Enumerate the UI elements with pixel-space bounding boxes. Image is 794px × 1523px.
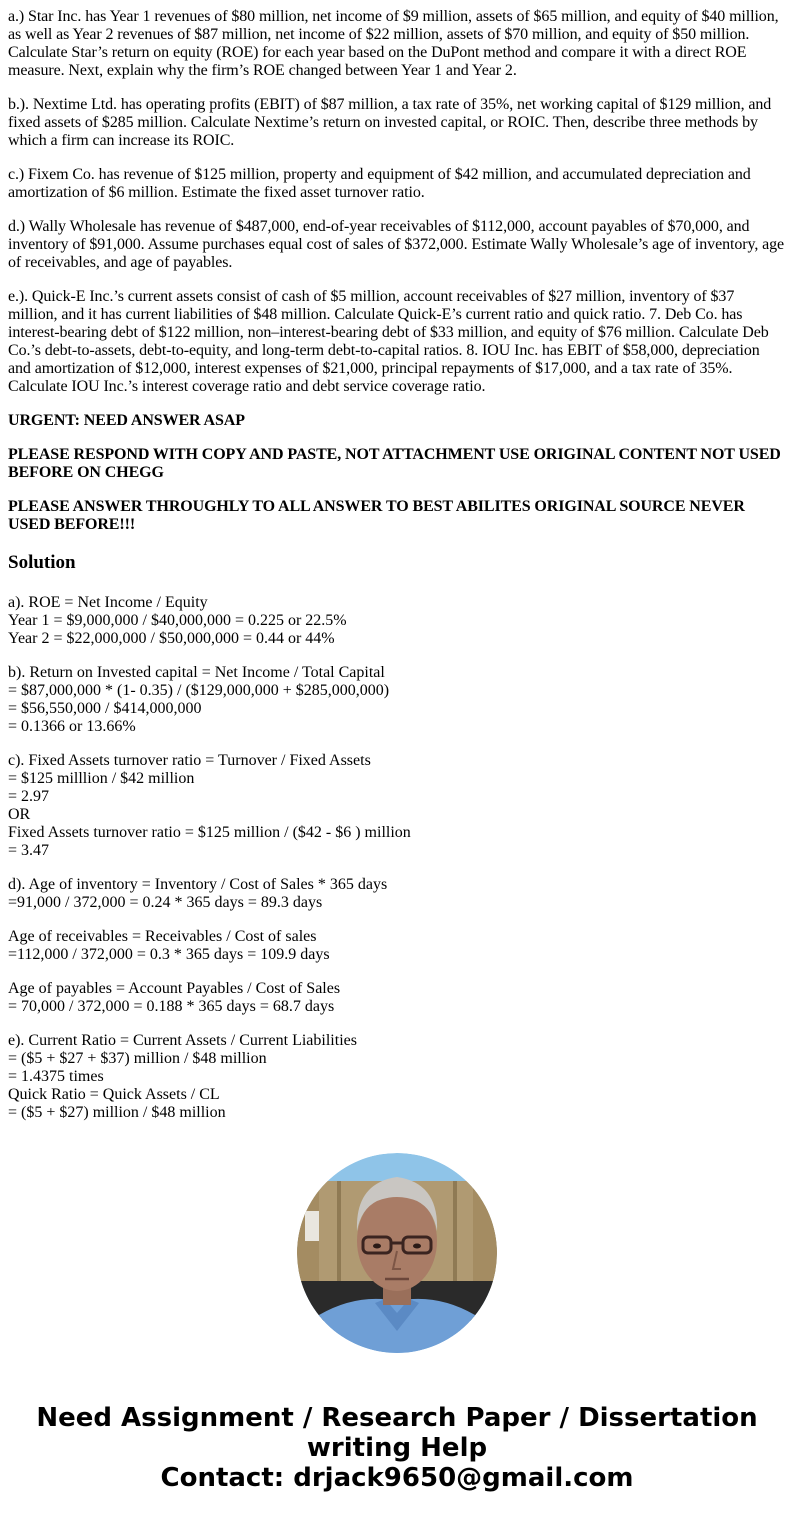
- solution-block-b: [8, 664, 786, 736]
- solution-line: Age of receivables = Receivables / Cost of sales: [8, 928, 317, 945]
- solution-block-e: [8, 1032, 786, 1122]
- solution-block-c: [8, 752, 786, 860]
- solution-line: = 70,000 / 372,000 = 0.188 * 365 days = 68.7 days: [8, 998, 335, 1015]
- solution-line: d). Age of inventory = Inventory / Cost of Sales * 365 days: [8, 876, 388, 893]
- urgent-notice: URGENT: NEED ANSWER ASAP: [8, 412, 245, 429]
- question-part-e: e.). Quick-E Inc.’s current assets consist of cash of $5 million, account receivables of $27 million, inventory of $37 million, and it has current liabilities of $48 million. Calculate Quick-E’s current ratio and quick ratio. 7. Deb Co. has interest-bearing debt of $122 million, non–interest-bearing debt of $33 million, and equity of $76 million. Calculate Deb Co.’s debt-to-assets, debt-to-equity, and long-term debt-to-capital ratios. 8. IOU Inc. has EBIT of $58,000, depreciation and amortization of $12,000, interest expenses of $21,000, principal repayments of $17,000, and a tax rate of 35%. Calculate IOU Inc.’s interest coverage ratio and debt service coverage ratio.: [8, 288, 769, 395]
- question-section: [8, 8, 786, 534]
- solution-heading: Solution: [8, 552, 76, 573]
- solution-line: = ($5 + $27 + $37) million / $48 million: [8, 1050, 267, 1067]
- solution-line: = 3.47: [8, 842, 50, 859]
- author-avatar: [297, 1153, 497, 1353]
- solution-block-d-receivables: [8, 928, 786, 964]
- solution-line: a). ROE = Net Income / Equity: [8, 594, 208, 611]
- original-answer-notice: PLEASE ANSWER THROUGHLY TO ALL ANSWER TO BEST ABILITES ORIGINAL SOURCE NEVER USED BEFORE!!!: [8, 498, 745, 533]
- solution-line: Fixed Assets turnover ratio = $125 million / ($42 - $6 ) million: [8, 824, 411, 841]
- question-part-a: a.) Star Inc. has Year 1 revenues of $80 million, net income of $9 million, assets of $65 million, and equity of $40 million, as well as Year 2 revenues of $87 million, net income of $22 million, assets of $70 million, and equity of $50 million. Calculate Star’s return on equity (ROE) for each year based on the DuPont method and compare it with a direct ROE measure. Next, explain why the firm’s ROE changed between Year 1 and Year 2.: [8, 8, 779, 79]
- promo-contact-email: Contact: drjack9650@gmail.com: [160, 1463, 634, 1493]
- solution-line: Quick Ratio = Quick Assets / CL: [8, 1086, 220, 1103]
- solution-line: Age of payables = Account Payables / Cost of Sales: [8, 980, 341, 997]
- solution-section: [8, 594, 786, 1122]
- solution-line: = $56,550,000 / $414,000,000: [8, 700, 202, 717]
- solution-line: Year 1 = $9,000,000 / $40,000,000 = 0.225 or 22.5%: [8, 612, 347, 629]
- promo-subline: writing Help: [306, 1433, 488, 1463]
- solution-line: = 0.1366 or 13.66%: [8, 718, 136, 735]
- question-part-b: b.). Nextime Ltd. has operating profits (EBIT) of $87 million, a tax rate of 35%, net working capital of $129 million, and fixed assets of $285 million. Calculate Nextime’s return on invested capital, or ROIC. Then, describe three methods by which a firm can increase its ROIC.: [8, 96, 772, 149]
- solution-line: = 1.4375 times: [8, 1068, 104, 1085]
- question-part-c: c.) Fixem Co. has revenue of $125 million, property and equipment of $42 million, and accumulated depreciation and amortization of $6 million. Estimate the fixed asset turnover ratio.: [8, 166, 751, 201]
- solution-block-d-inventory: [8, 876, 786, 912]
- solution-line: =91,000 / 372,000 = 0.24 * 365 days = 89.3 days: [8, 894, 323, 911]
- solution-line: = $87,000,000 * (1- 0.35) / ($129,000,000 + $285,000,000): [8, 682, 390, 699]
- solution-block-a: [8, 594, 786, 648]
- solution-line: c). Fixed Assets turnover ratio = Turnover / Fixed Assets: [8, 752, 371, 769]
- solution-line: = 2.97: [8, 788, 50, 805]
- solution-line: OR: [8, 806, 31, 823]
- solution-line: = $125 milllion / $42 million: [8, 770, 195, 787]
- promo-headline: Need Assignment / Research Paper / Dissertation: [36, 1403, 758, 1433]
- promo-banner: [0, 1403, 794, 1493]
- question-part-d: d.) Wally Wholesale has revenue of $487,000, end-of-year receivables of $112,000, account payables of $70,000, and inventory of $91,000. Assume purchases equal cost of sales of $372,000. Estimate Wally Wholesale’s age of inventory, age of receivables, and age of payables.: [8, 218, 785, 271]
- solution-line: = ($5 + $27) million / $48 million: [8, 1104, 226, 1121]
- solution-line: Year 2 = $22,000,000 / $50,000,000 = 0.44 or 44%: [8, 630, 335, 647]
- solution-line: b). Return on Invested capital = Net Income / Total Capital: [8, 664, 385, 681]
- copy-paste-notice: PLEASE RESPOND WITH COPY AND PASTE, NOT ATTACHMENT USE ORIGINAL CONTENT NOT USED BEFORE ON CHEGG: [8, 446, 781, 481]
- solution-line: =112,000 / 372,000 = 0.3 * 365 days = 109.9 days: [8, 946, 330, 963]
- solution-line: e). Current Ratio = Current Assets / Current Liabilities: [8, 1032, 357, 1049]
- solution-block-d-payables: [8, 980, 786, 1016]
- author-portrait-icon: [297, 1153, 497, 1353]
